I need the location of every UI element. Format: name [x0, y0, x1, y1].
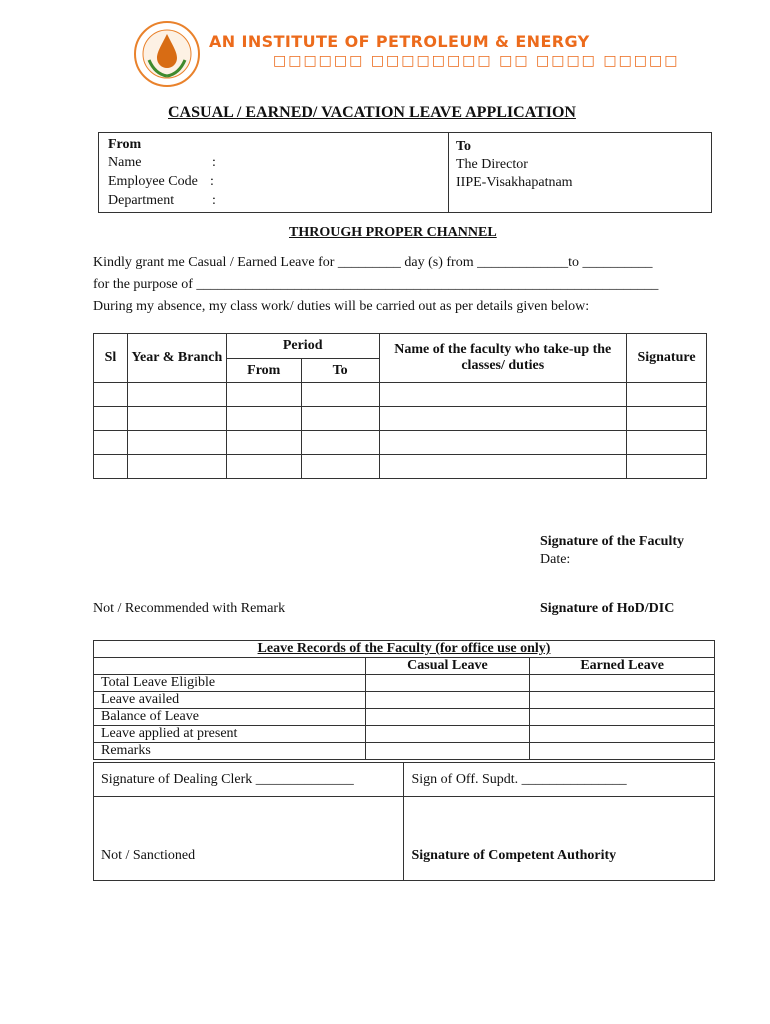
- recommend-remark: Not / Recommended with Remark: [93, 601, 286, 616]
- leave-records-table: [93, 640, 715, 760]
- faculty-header: Name of the faculty who take-up the classes/ duties: [379, 334, 626, 383]
- class-duty-table: [93, 333, 707, 479]
- table-row: [94, 726, 715, 743]
- to-line-1: The Director: [456, 157, 528, 172]
- request-line-1: Kindly grant me Casual / Earned Leave for _________ day (s) from _____________to __________: [93, 255, 653, 270]
- table-row: [94, 383, 707, 407]
- year-branch-header: Year & Branch: [127, 334, 226, 383]
- row-label: Balance of Leave: [94, 709, 366, 726]
- sanction-status: Not / Sanctioned: [94, 797, 404, 881]
- to-heading: To: [456, 139, 472, 154]
- name-colon: :: [212, 155, 216, 170]
- table-row: [94, 675, 715, 692]
- row-label: Remarks: [94, 743, 366, 760]
- department-label: Department: [108, 193, 175, 208]
- to-header: To: [301, 359, 379, 383]
- request-line-2: for the purpose of __________________________________________________________________: [93, 277, 659, 292]
- row-label: Leave applied at present: [94, 726, 366, 743]
- institute-logo: [133, 20, 201, 88]
- earned-leave-header: Earned Leave: [530, 658, 715, 675]
- code-colon: :: [210, 174, 214, 189]
- institute-subtitle: □□□□□□ □□□□□□□□ □□ □□□□ □□□□□: [273, 53, 680, 69]
- table-row: [94, 692, 715, 709]
- request-line-3: During my absence, my class work/ duties will be carried out as per details given below:: [93, 299, 590, 314]
- row-label: Total Leave Eligible: [94, 675, 366, 692]
- through-proper-channel: THROUGH PROPER CHANNEL: [289, 225, 497, 240]
- office-supdt-signature: Sign of Off. Supdt. _______________: [404, 763, 715, 797]
- sl-header: Sl: [94, 334, 128, 383]
- dept-colon: :: [212, 193, 216, 208]
- form-title: CASUAL / EARNED/ VACATION LEAVE APPLICATION: [168, 104, 576, 121]
- records-heading: Leave Records of the Faculty (for office use only): [94, 641, 715, 658]
- table-row: [94, 431, 707, 455]
- from-heading: From: [108, 137, 142, 152]
- institute-title: AN INSTITUTE OF PETROLEUM & ENERGY: [209, 32, 590, 51]
- casual-leave-header: Casual Leave: [365, 658, 530, 675]
- faculty-signature-label: Signature of the Faculty: [540, 534, 685, 549]
- competent-authority-signature: Signature of Competent Authority: [404, 797, 715, 881]
- table-row: [94, 743, 715, 760]
- hod-signature-label: Signature of HoD/DIC: [540, 601, 675, 616]
- row-label: Leave availed: [94, 692, 366, 709]
- to-line-2: IIPE-Visakhapatnam: [456, 175, 573, 190]
- dealing-clerk-signature: Signature of Dealing Clerk ______________: [94, 763, 404, 797]
- table-row: [94, 709, 715, 726]
- signature-header: Signature: [627, 334, 707, 383]
- name-label: Name: [108, 155, 142, 170]
- office-signatures-table: [93, 762, 715, 881]
- table-row: [94, 455, 707, 479]
- period-header: Period: [226, 334, 379, 359]
- from-to-box: [98, 132, 712, 213]
- date-label: Date:: [540, 552, 571, 567]
- table-row: [94, 407, 707, 431]
- employee-code-label: Employee Code: [108, 174, 198, 189]
- from-header: From: [226, 359, 301, 383]
